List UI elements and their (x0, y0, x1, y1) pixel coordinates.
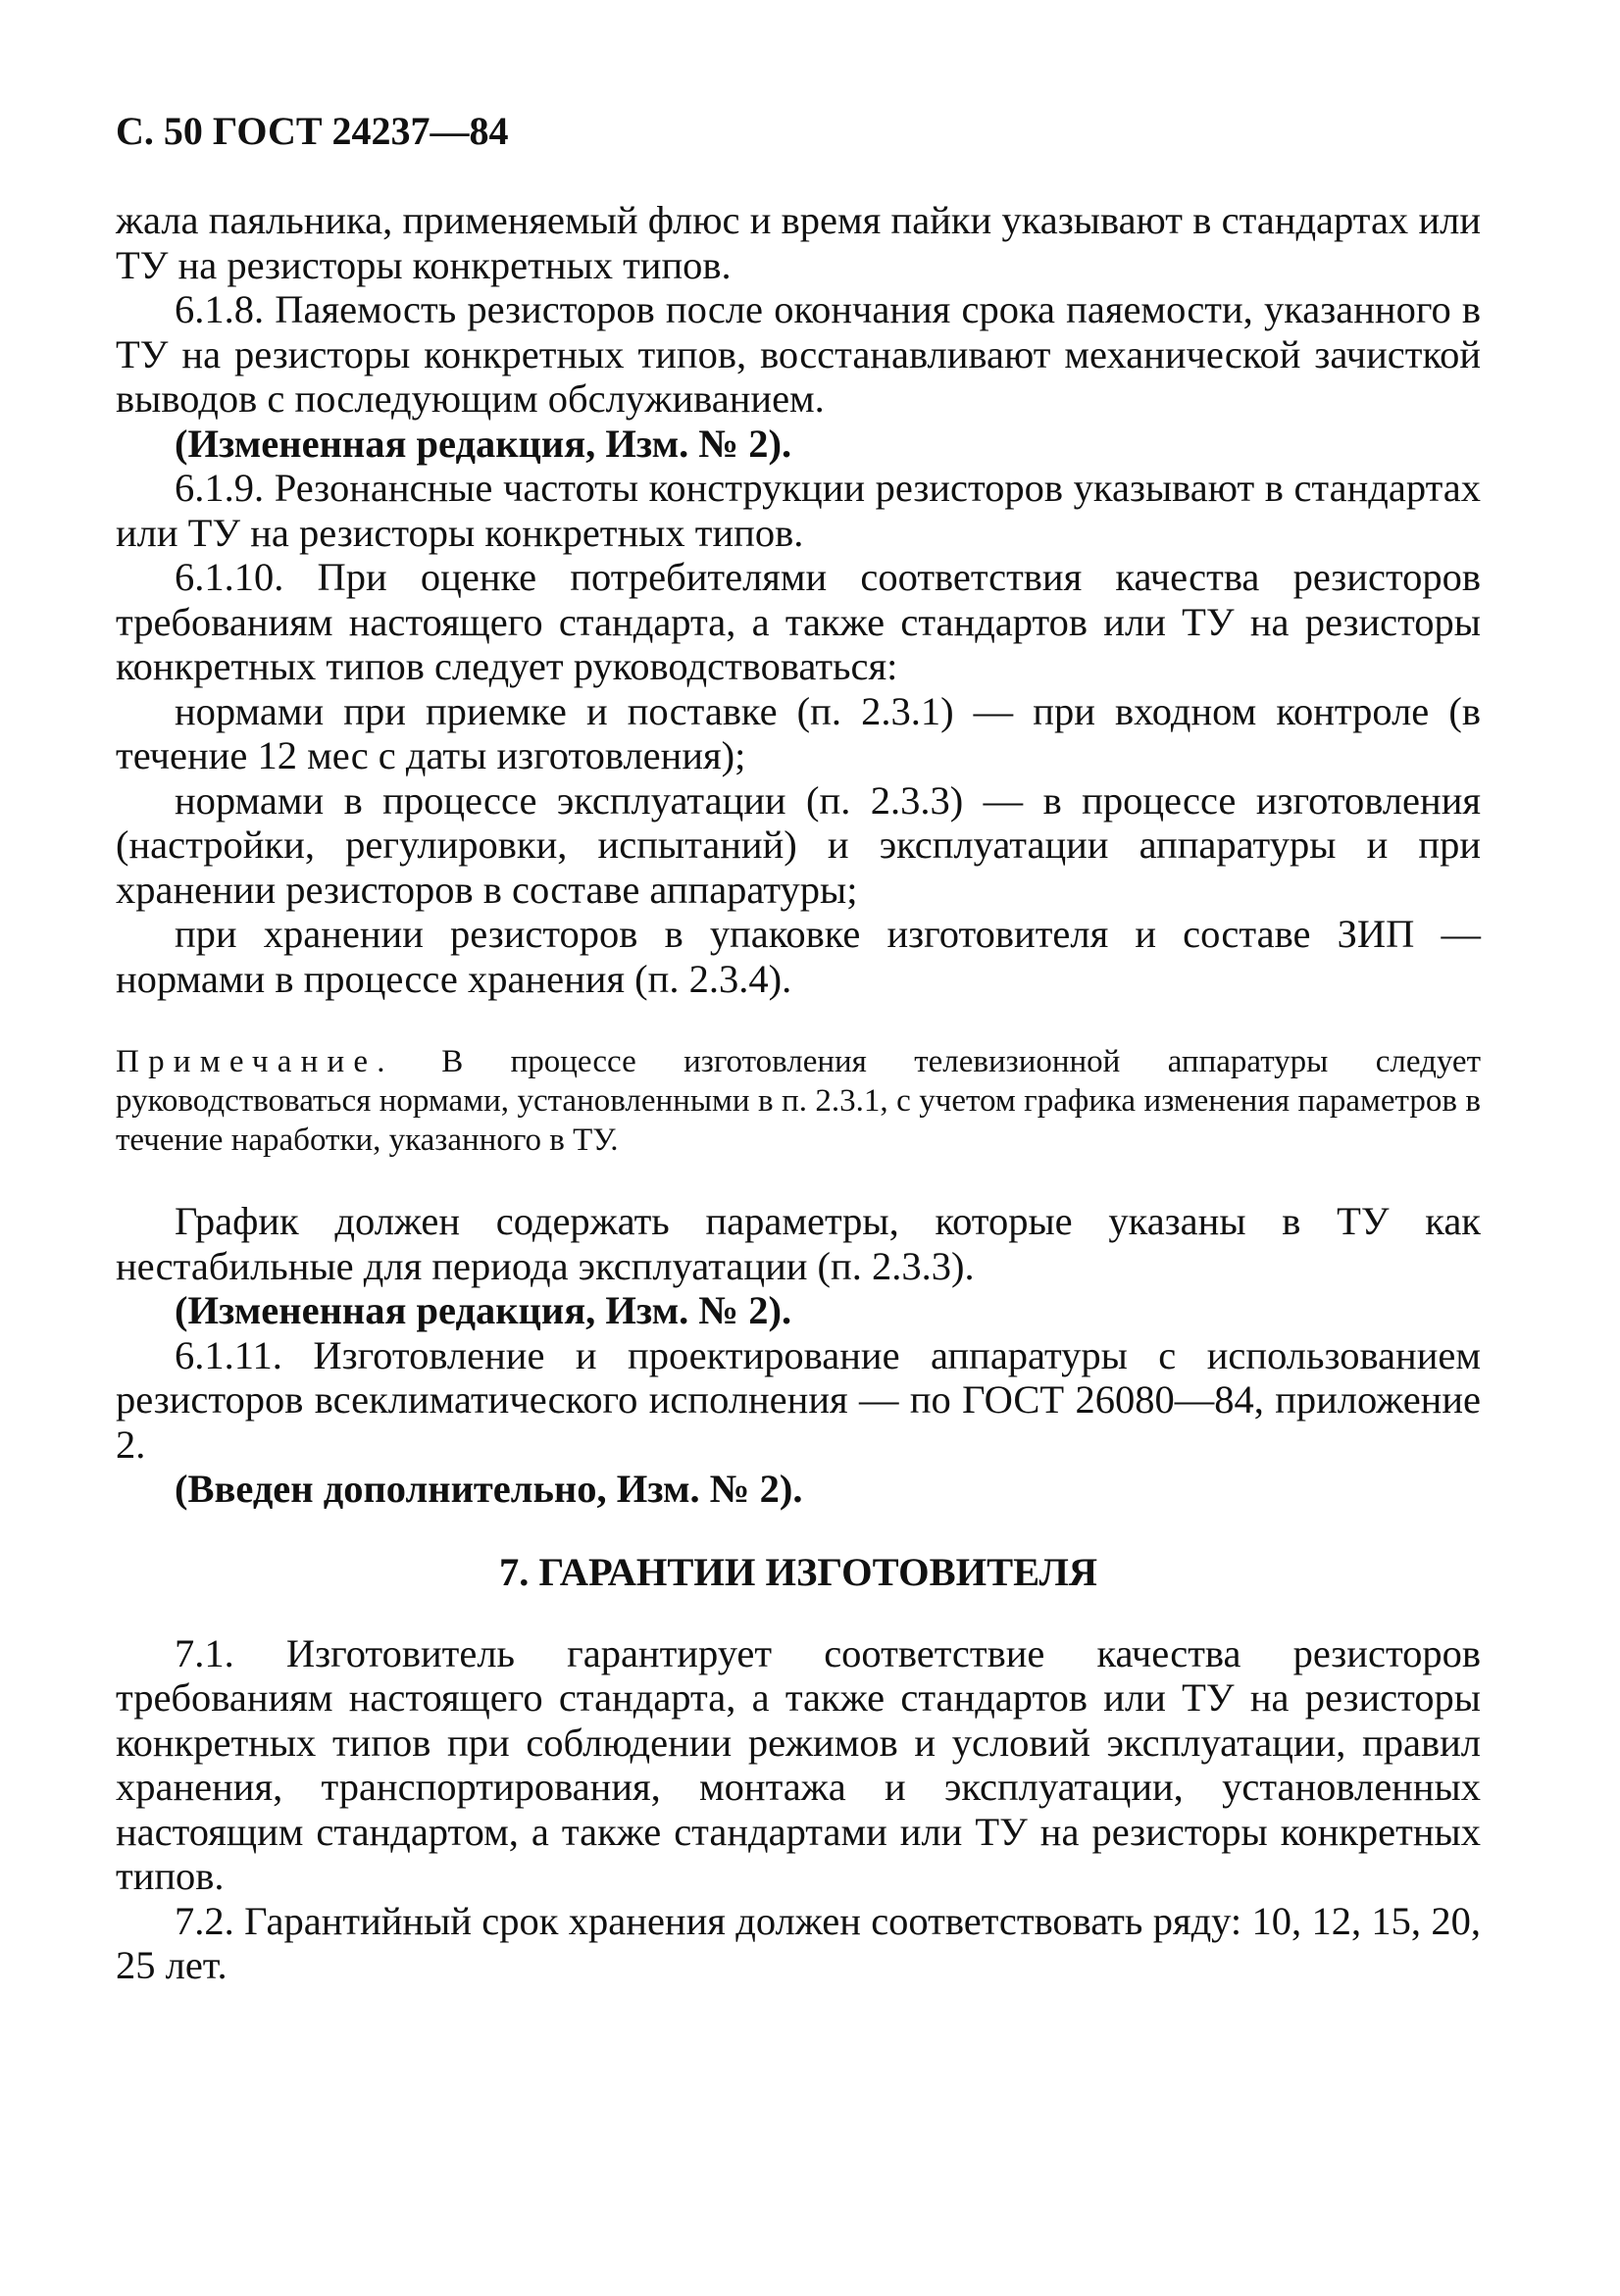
amendment-note: (Измененная редакция, Изм. № 2). (175, 421, 792, 466)
paragraph-6-1-10: 6.1.10. При оценке потребителями соответствия качества резисторов требованиям настоящего стандарта, а также стандартов или ТУ на резисторы конкретных типов следует руководствоваться: (116, 555, 1481, 688)
paragraph-7-2: 7.2. Гарантийный срок хранения должен соответствовать ряду: 10, 12, 15, 20, 25 лет. (116, 1898, 1481, 1987)
list-item-acceptance-norms: нормами при приемке и поставке (п. 2.3.1) — при входном контроле (в течение 12 мес с даты изготовления); (116, 688, 1481, 777)
section-heading: 7. ГАРАНТИИ ИЗГОТОВИТЕЛЯ (498, 1549, 1098, 1594)
paragraph-7-1: 7.1. Изготовитель гарантирует соответствие качества резисторов требованиям настоящего стандарта, а также стандартов или ТУ на резисторы конкретных типов при соблюдении режимов и условий эксплуатации, правил хранения, транспортирования, монтажа и эксплуатации, установленных настоящим стандартом, а также стандартами или ТУ на резисторы конкретных типов. (116, 1630, 1481, 1898)
page-header: С. 50 ГОСТ 24237—84 (116, 109, 509, 153)
list-item-operation-norms: нормами в процессе эксплуатации (п. 2.3.3) — в процессе изготовления (настройки, регулировки, испытаний) и эксплуатации аппаратуры и при хранении резисторов в составе аппаратуры; (116, 777, 1481, 912)
paragraph-6-1-11: 6.1.11. Изготовление и проектирование аппаратуры с использованием резисторов всеклиматического исполнения — по ГОСТ 26080—84, приложение 2. (116, 1332, 1481, 1467)
addition-note: (Введен дополнительно, Изм. № 2). (175, 1467, 803, 1511)
document-page (116, 108, 1481, 1988)
paragraph-continuation: жала паяльника, применяемый флюс и время пайки указывают в стандартах или ТУ на резисторы конкретных типов. (116, 198, 1481, 287)
note-label: Примечание. (116, 1044, 394, 1079)
note-text: В процессе изготовления телевизионной аппаратуры следует руководствоваться нормами, установленными в п. 2.3.1, с учетом графика изменения параметров в течение наработки, указанного в ТУ. (116, 1044, 1481, 1158)
paragraph-6-1-8: 6.1.8. Паяемость резисторов после окончания срока паяемости, указанного в ТУ на резисторы конкретных типов, восстанавливают механической зачисткой выводов с последующим обслуживанием. (116, 287, 1481, 421)
paragraph-6-1-9: 6.1.9. Резонансные частоты конструкции резисторов указывают в стандартах или ТУ на резисторы конкретных типов. (116, 466, 1481, 555)
paragraph-graph: График должен содержать параметры, которые указаны в ТУ как нестабильные для периода эксплуатации (п. 2.3.3). (116, 1199, 1481, 1288)
note-block (116, 1042, 1481, 1160)
list-item-storage-norms: при хранении резисторов в упаковке изготовителя и составе ЗИП — нормами в процессе хранения (п. 2.3.4). (116, 912, 1481, 1001)
amendment-note: (Измененная редакция, Изм. № 2). (175, 1288, 792, 1332)
